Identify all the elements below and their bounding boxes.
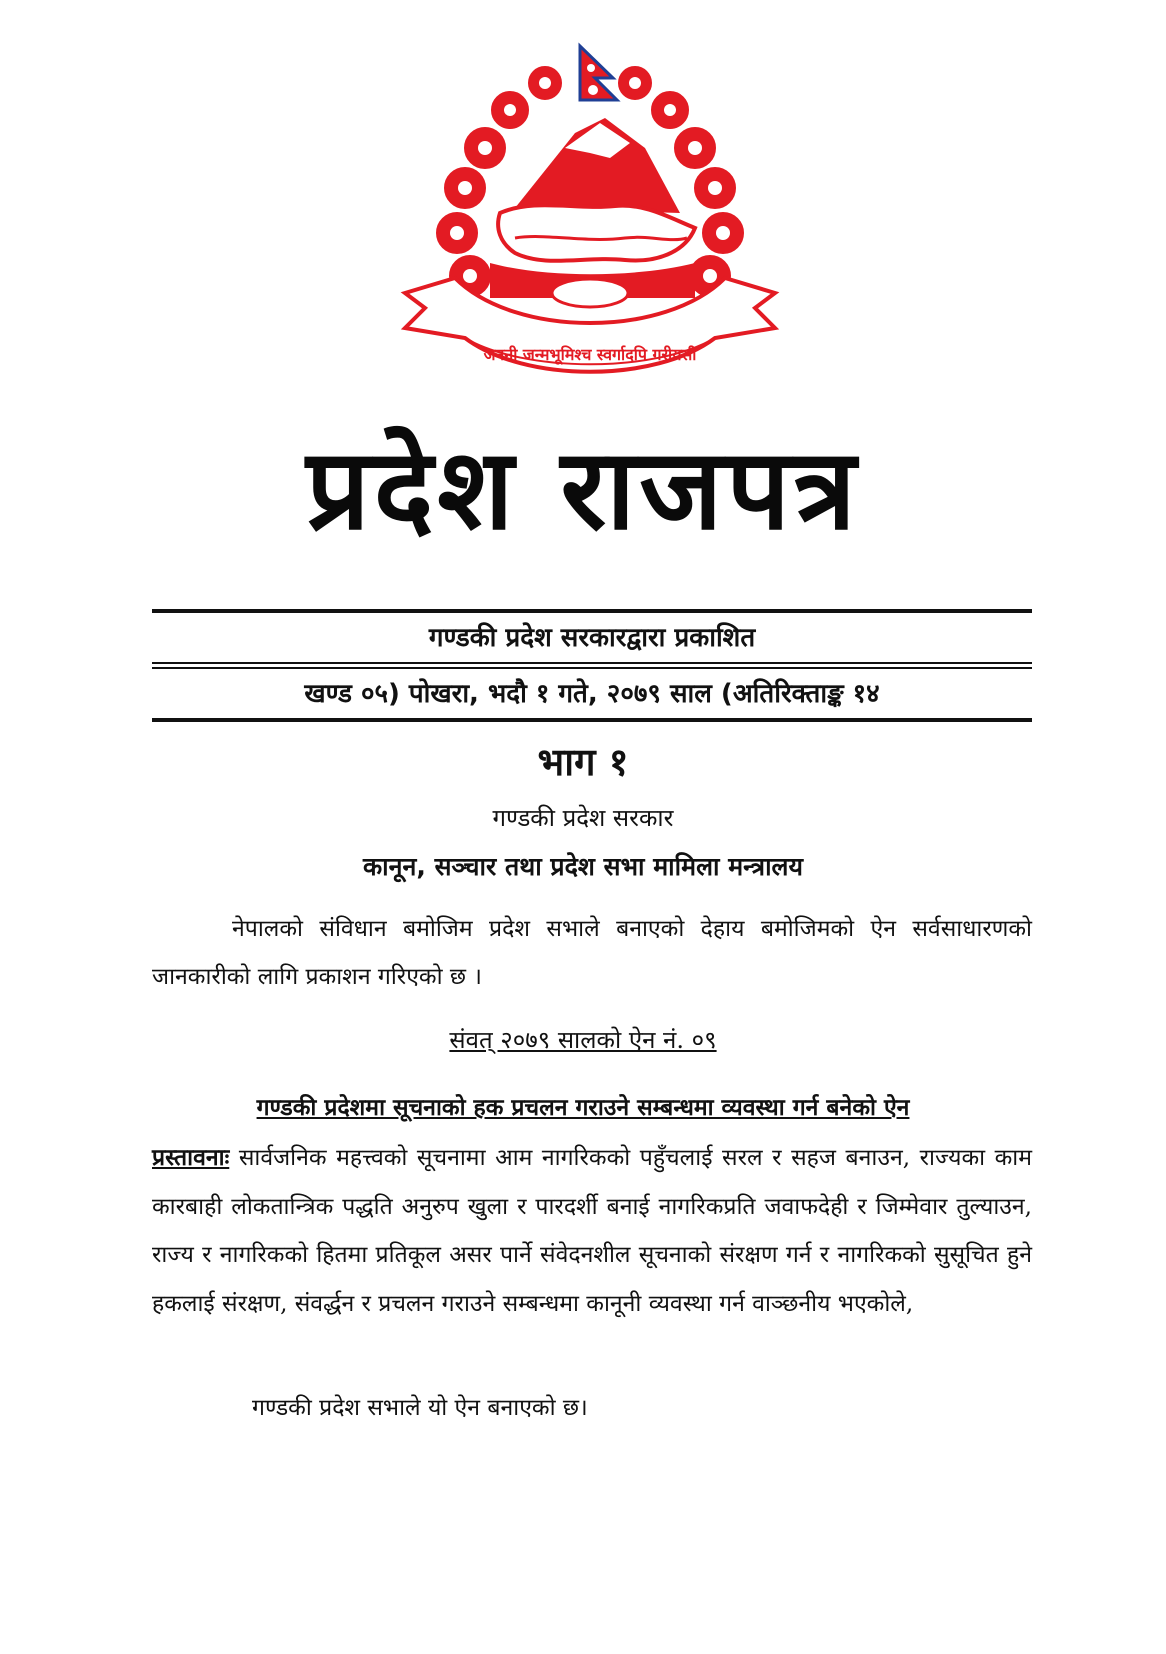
gazette-masthead-title: प्रदेश राजपत्र <box>306 425 860 555</box>
government-name: गण्डकी प्रदेश सरकार <box>492 804 674 832</box>
ministry-name: कानून, सञ्चार तथा प्रदेश सभा मामिला मन्त्रालय <box>362 852 804 881</box>
preamble-paragraph <box>152 1134 1032 1328</box>
bottom-rule <box>152 718 1032 722</box>
emblem-motto: जननी जन्मभूमिश्च स्वर्गादपि गरीयसी <box>483 345 697 364</box>
act-number: संवत् २०७९ सालको ऐन नं. ०९ <box>449 1026 717 1054</box>
part-heading: भाग १ <box>537 740 629 784</box>
publisher-line: गण्डकी प्रदेश सरकारद्वारा प्रकाशित <box>428 623 756 653</box>
nepal-emblem-icon <box>395 38 785 398</box>
issue-line: खण्ड ०५) पोखरा, भदौ १ गते, २०७९ साल (अतिरिक्ताङ्क १४ <box>304 679 880 709</box>
preamble-label: प्रस्तावनाः <box>152 1145 230 1171</box>
middle-rule-1 <box>152 662 1032 664</box>
middle-rule-2 <box>152 667 1032 669</box>
act-title: गण्डकी प्रदेशमा सूचनाको हक प्रचलन गराउने सम्बन्धमा व्यवस्था गर्न बनेको ऐन <box>256 1095 910 1121</box>
intro-paragraph: नेपालको संविधान बमोजिम प्रदेश सभाले बनाएको देहाय बमोजिमको ऐन सर्वसाधारणको जानकारीको लागि प्रकाशन गरिएको छ । <box>152 916 1032 990</box>
top-rule <box>152 609 1032 613</box>
enactment-clause: गण्डकी प्रदेश सभाले यो ऐन बनाएको छ। <box>252 1395 588 1421</box>
preamble-text: सार्वजनिक महत्त्वको सूचनामा आम नागरिकको पहुँचलाई सरल र सहज बनाउन, राज्यका काम कारबाही लोकतान्त्रिक पद्धति अनुरुप खुला र पारदर्शी बनाई नागरिकप्रति जवाफदेही र जिम्मेवार तुल्याउन, राज्य र नागरिकको हितमा प्रतिकूल असर पार्ने संवेदनशील सूचनाको संरक्षण गर्न र नागरिकको सुसूचित हुने हकलाई संरक्षण, संवर्द्धन र प्रचलन गराउने सम्बन्धमा कानूनी व्यवस्था गर्न वाञ्छनीय भएकोले, <box>152 1145 1032 1317</box>
